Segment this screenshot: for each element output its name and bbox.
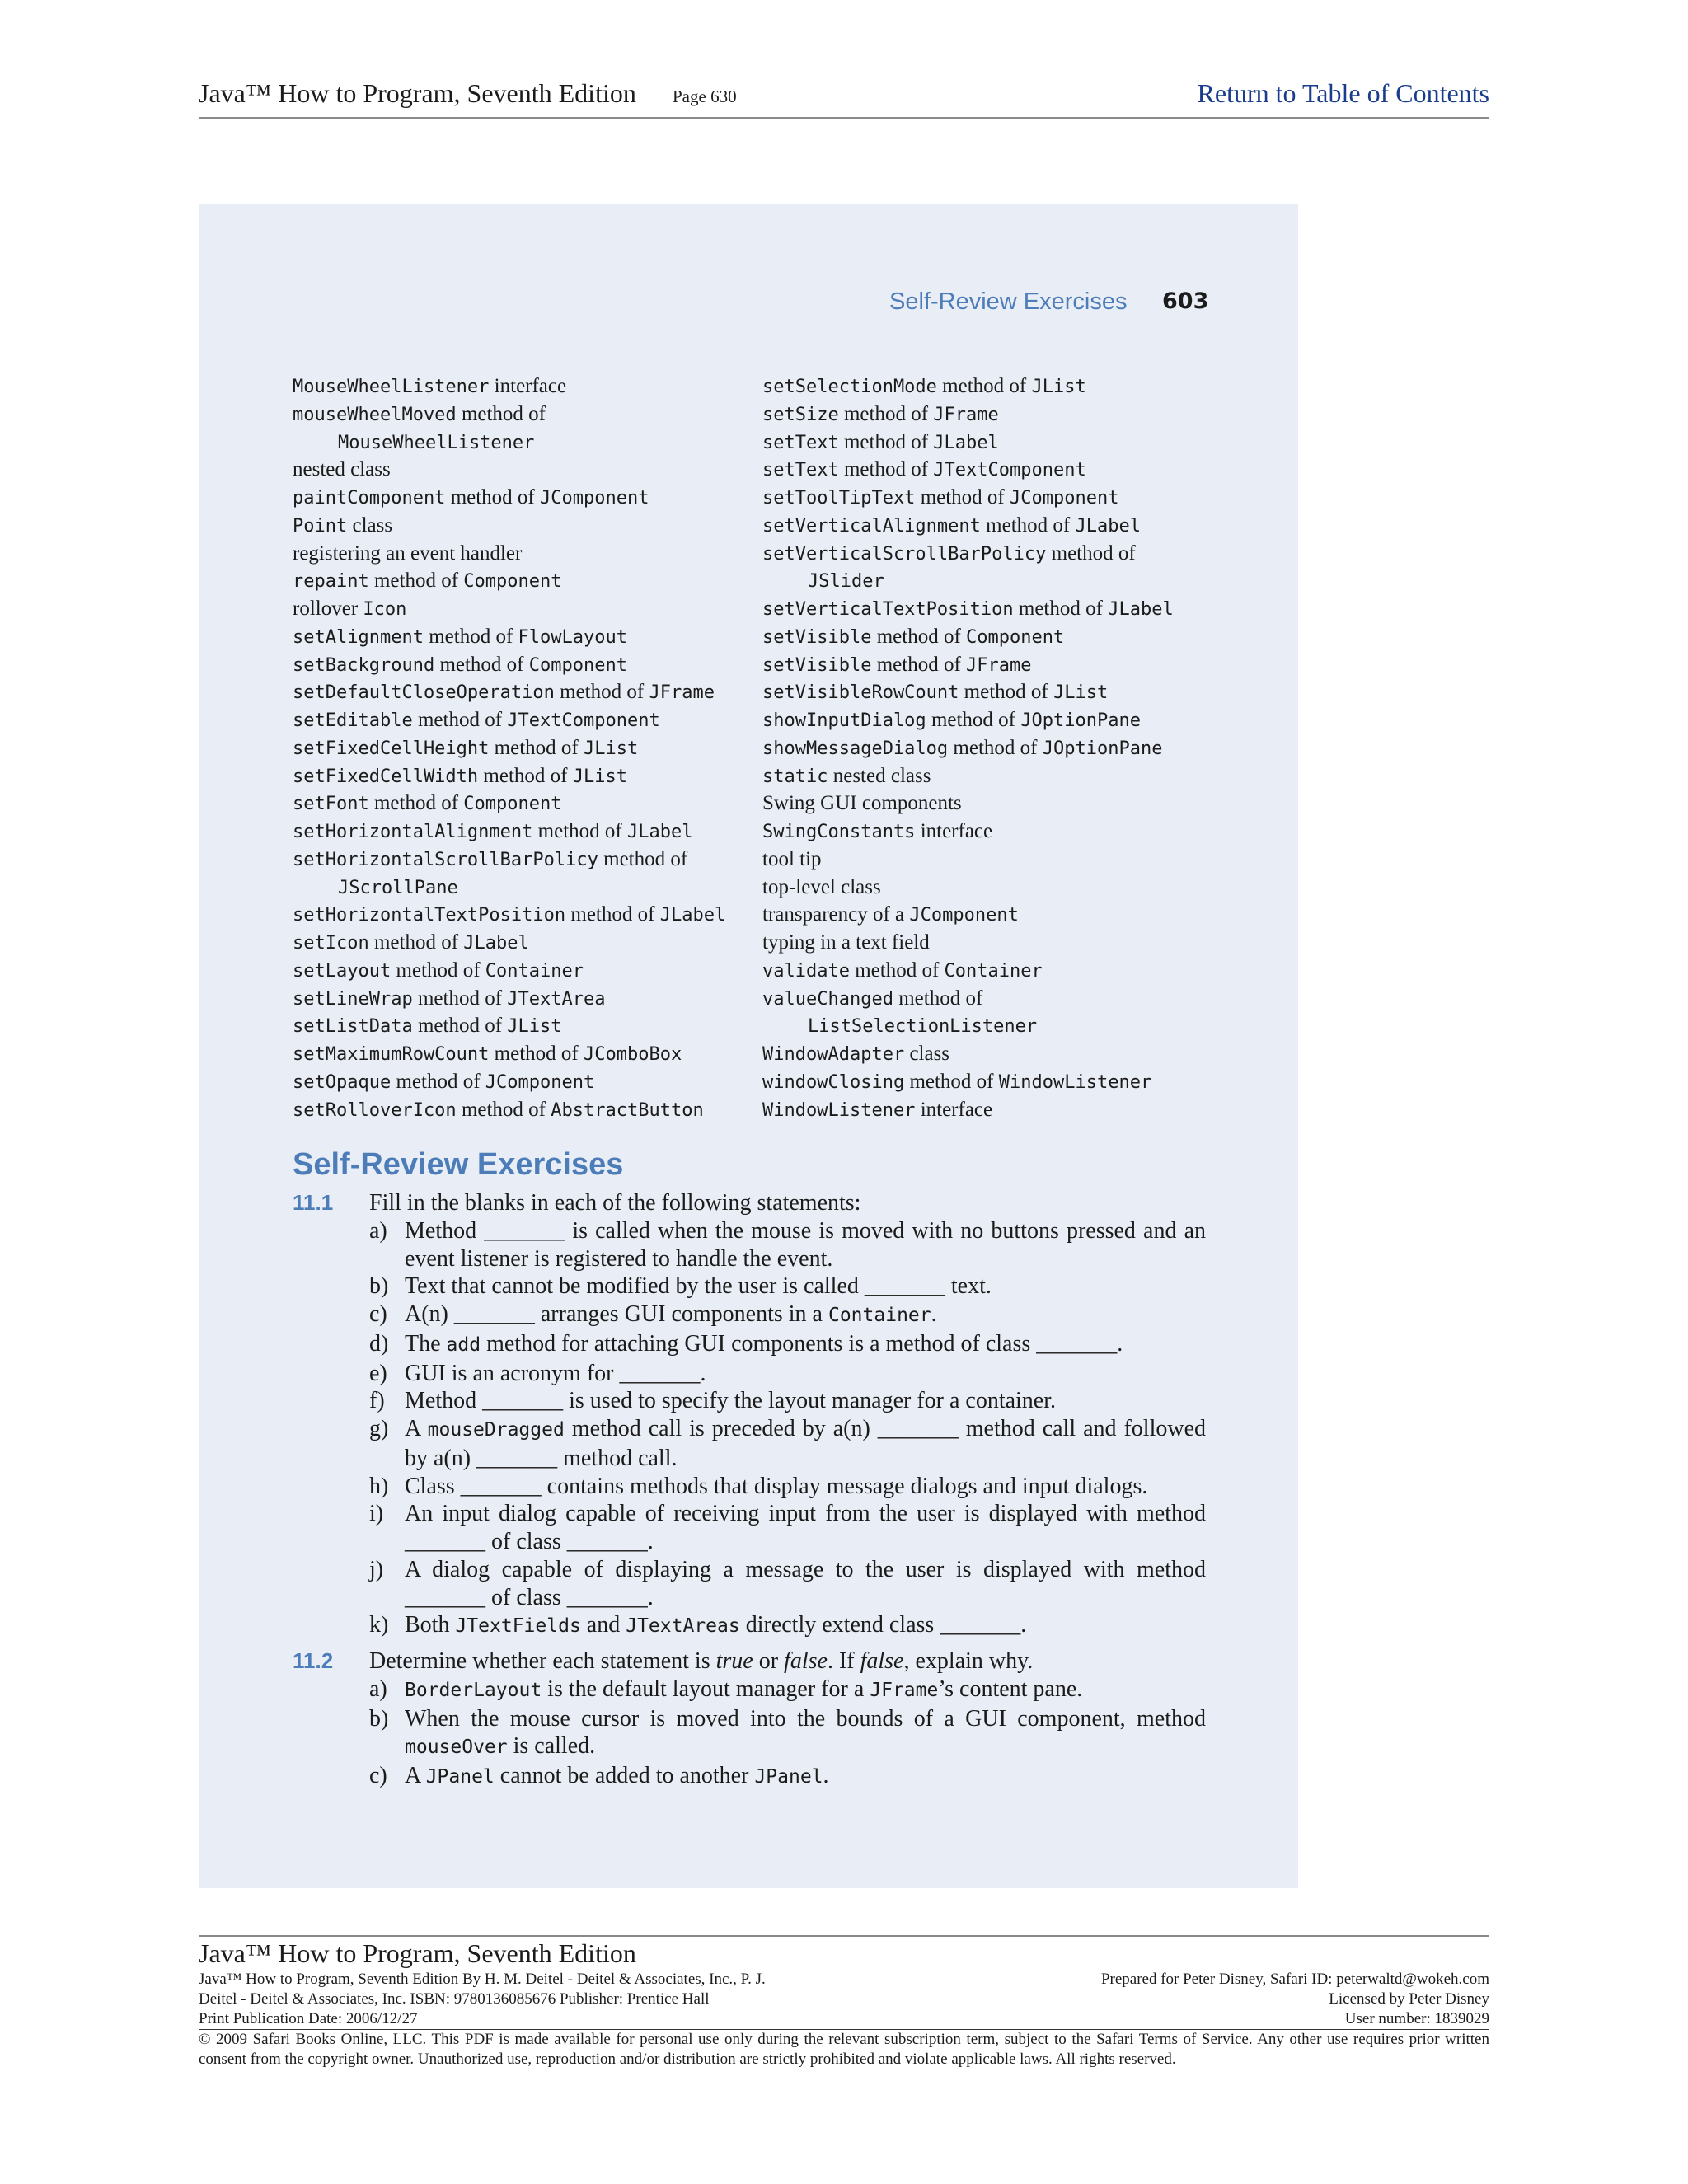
code-text: mouseOver bbox=[405, 1736, 508, 1759]
code-text: setText bbox=[762, 460, 839, 481]
exercise-number: 11.2 bbox=[293, 1648, 334, 1673]
text-span: method of bbox=[391, 958, 485, 982]
code-text: windowClosing bbox=[762, 1071, 905, 1093]
code-text: setRolloverIcon bbox=[293, 1099, 457, 1121]
term-entry bbox=[293, 512, 754, 540]
exercise-item bbox=[369, 1675, 1206, 1705]
table-of-contents-link[interactable]: Return to Table of Contents bbox=[1197, 78, 1489, 108]
exercise-item bbox=[369, 1415, 1206, 1473]
code-text: JList bbox=[572, 766, 627, 787]
term-entry bbox=[762, 957, 1257, 985]
text-span: method of bbox=[936, 375, 1032, 397]
text-span: cannot be added to another bbox=[494, 1763, 755, 1788]
term-entry bbox=[293, 651, 754, 679]
text-span: method of bbox=[926, 709, 1021, 731]
exercise-items bbox=[369, 1675, 1206, 1792]
text-span: method of bbox=[838, 402, 934, 425]
text-span: and bbox=[580, 1612, 626, 1638]
text-span: or bbox=[753, 1648, 785, 1674]
code-text: setFixedCellHeight bbox=[293, 738, 490, 759]
code-text: JLabel bbox=[933, 432, 999, 453]
term-entry bbox=[293, 985, 754, 1013]
text-span: method of bbox=[489, 1043, 584, 1065]
text-span: Class _______ contains methods that display message dialogs and input dialogs. bbox=[405, 1473, 1148, 1499]
code-text: setMaximumRowCount bbox=[293, 1044, 490, 1065]
footer-title: Java™ How to Program, Seventh Edition bbox=[199, 1938, 636, 1968]
code-text: WindowAdapter bbox=[762, 1044, 905, 1065]
text-span: method of bbox=[893, 987, 983, 1010]
code-text: Container bbox=[944, 960, 1043, 982]
item-label: j) bbox=[369, 1556, 384, 1582]
term-entry bbox=[762, 540, 1257, 568]
code-text: setHorizontalScrollBarPolicy bbox=[293, 849, 598, 870]
code-text: WindowListener bbox=[998, 1071, 1152, 1093]
code-text: JComponent bbox=[485, 1071, 595, 1093]
term-entry bbox=[293, 567, 754, 595]
text-span: method of bbox=[871, 625, 967, 648]
text-span: method of bbox=[915, 486, 1010, 509]
exercise-item bbox=[369, 1330, 1206, 1360]
code-text: JLabel bbox=[1075, 515, 1141, 537]
book-page bbox=[199, 204, 1298, 1888]
code-text: setFixedCellWidth bbox=[293, 766, 479, 787]
code-text: mouseDragged bbox=[427, 1419, 565, 1441]
code-text: JList bbox=[507, 1016, 562, 1038]
license-line: User number: 1839029 bbox=[1344, 2010, 1489, 2027]
section-heading: Self-Review Exercises bbox=[293, 1147, 624, 1182]
code-text: JTextFields bbox=[455, 1615, 581, 1638]
item-label: c) bbox=[369, 1763, 387, 1788]
text-span: rollover bbox=[293, 598, 363, 620]
item-label: h) bbox=[369, 1473, 389, 1499]
text-span: method of bbox=[948, 736, 1043, 759]
text-span: interface bbox=[915, 820, 993, 842]
code-text: JComponent bbox=[540, 488, 649, 509]
code-text: JComponent bbox=[1010, 488, 1119, 509]
exercise-item bbox=[369, 1473, 1206, 1501]
term-entry bbox=[293, 1012, 754, 1040]
term-entry bbox=[762, 456, 1257, 484]
code-text: BorderLayout bbox=[405, 1679, 542, 1701]
term-entry bbox=[762, 623, 1257, 651]
code-text: JLabel bbox=[1108, 599, 1174, 620]
term-entry bbox=[762, 567, 1257, 595]
text-span: method of bbox=[412, 987, 508, 1010]
exercise-item bbox=[369, 1611, 1206, 1641]
text-span: method of bbox=[489, 736, 584, 759]
text-span: method of bbox=[445, 486, 541, 509]
publication-line: Deitel - Deitel & Associates, Inc. ISBN: 9780136085676 Publisher: Prentice Hall bbox=[199, 1990, 710, 2008]
code-text: ListSelectionListener bbox=[808, 1016, 1038, 1038]
code-text: setToolTipText bbox=[762, 488, 916, 509]
text-span: method of bbox=[412, 709, 508, 731]
text-span: method of bbox=[838, 458, 934, 481]
text-span: Swing GUI components bbox=[762, 792, 962, 815]
term-entry bbox=[293, 901, 754, 929]
emphasis-text: true bbox=[715, 1648, 753, 1674]
exercise-item bbox=[369, 1301, 1206, 1330]
text-span: directly extend class _______. bbox=[739, 1612, 1027, 1638]
term-entry bbox=[293, 706, 754, 734]
text-span: GUI is an acronym for _______. bbox=[405, 1360, 706, 1386]
text-span: Method _______ is used to specify the layout manager for a container. bbox=[405, 1388, 1057, 1414]
text-span: . If bbox=[827, 1648, 860, 1674]
text-span: top-level class bbox=[762, 875, 881, 898]
exercise-item bbox=[369, 1556, 1206, 1612]
item-label: k) bbox=[369, 1612, 389, 1638]
item-label: b) bbox=[369, 1705, 389, 1732]
text-span: method of bbox=[980, 513, 1076, 537]
emphasis-text: false bbox=[784, 1648, 828, 1674]
term-entry bbox=[762, 1040, 1257, 1068]
term-entry bbox=[293, 846, 754, 874]
exercise-item bbox=[369, 1272, 1206, 1301]
item-label: f) bbox=[369, 1388, 385, 1414]
text-span: is called. bbox=[507, 1733, 596, 1760]
code-text: setText bbox=[762, 432, 839, 453]
term-entry bbox=[762, 901, 1257, 929]
text-span: When the mouse cursor is moved into the bounds of a GUI component, method bbox=[405, 1705, 1206, 1732]
exercise-intro bbox=[369, 1189, 860, 1217]
code-text: Container bbox=[485, 960, 584, 982]
code-text: setFont bbox=[293, 794, 369, 815]
term-entry bbox=[762, 1096, 1257, 1124]
code-text: setVisible bbox=[762, 626, 872, 648]
text-span: method of bbox=[456, 1098, 551, 1121]
code-text: JFrame bbox=[870, 1679, 939, 1701]
text-span: method of bbox=[532, 820, 627, 842]
term-entry bbox=[762, 818, 1257, 846]
code-text: JTextComponent bbox=[933, 460, 1086, 481]
term-entry bbox=[293, 762, 754, 790]
text-span: ’s content pane. bbox=[938, 1675, 1083, 1702]
publication-line: Java™ How to Program, Seventh Edition By H. M. Deitel - Deitel & Associates, Inc., P. J. bbox=[199, 1971, 766, 1988]
code-text: setVisible bbox=[762, 654, 872, 676]
text-span: method of bbox=[1013, 598, 1109, 620]
code-text: JOptionPane bbox=[1042, 738, 1163, 759]
publication-line: Print Publication Date: 2006/12/27 bbox=[199, 2010, 418, 2027]
term-entry bbox=[293, 818, 754, 846]
license-line: Licensed by Peter Disney bbox=[1329, 1990, 1489, 2008]
text-span: class bbox=[904, 1043, 950, 1065]
item-label: i) bbox=[369, 1501, 384, 1527]
exercise-item bbox=[369, 1360, 1206, 1388]
text-span: Both bbox=[405, 1612, 456, 1638]
page-footer bbox=[199, 1935, 1489, 2069]
term-entry bbox=[762, 678, 1257, 706]
code-text: setLineWrap bbox=[293, 988, 413, 1010]
code-text: JComboBox bbox=[584, 1044, 682, 1065]
code-text: JScrollPane bbox=[338, 877, 458, 898]
text-span: , explain why. bbox=[903, 1648, 1034, 1674]
text-span: method of bbox=[1046, 541, 1136, 565]
text-span: method of bbox=[391, 1070, 485, 1093]
code-text: JList bbox=[584, 738, 639, 759]
term-entry bbox=[293, 401, 754, 429]
code-text: validate bbox=[762, 960, 850, 982]
text-span: Text that cannot be modified by the user is called _______ text. bbox=[405, 1273, 992, 1300]
term-entry bbox=[762, 429, 1257, 457]
exercise-item bbox=[369, 1762, 1206, 1792]
code-text: setHorizontalTextPosition bbox=[293, 905, 566, 926]
code-text: JLabel bbox=[463, 933, 529, 954]
text-span: method of bbox=[368, 792, 464, 815]
code-text: setVerticalScrollBarPolicy bbox=[762, 543, 1047, 565]
item-label: b) bbox=[369, 1273, 389, 1300]
term-entry bbox=[762, 762, 1257, 790]
code-text: JTextArea bbox=[507, 988, 606, 1010]
exercise-items bbox=[369, 1217, 1206, 1641]
term-entry bbox=[293, 678, 754, 706]
code-text: add bbox=[446, 1333, 481, 1356]
code-text: MouseWheelListener bbox=[338, 432, 535, 453]
text-span: method of bbox=[423, 625, 518, 648]
text-span: method of bbox=[838, 430, 934, 453]
term-entry bbox=[762, 790, 1257, 818]
term-entry bbox=[293, 373, 754, 401]
code-text: WindowListener bbox=[762, 1099, 916, 1121]
code-text: setBackground bbox=[293, 654, 435, 676]
running-head: Self-Review Exercises bbox=[889, 288, 1128, 315]
text-span: An input dialog capable of receiving input from the user is displayed with method _______ of class _______. bbox=[405, 1501, 1206, 1554]
text-span: method call is preceded by a(n) _______ method call and followed by a(n) _______ method call. bbox=[405, 1416, 1207, 1471]
text-span: method of bbox=[904, 1070, 999, 1093]
code-text: setOpaque bbox=[293, 1071, 392, 1093]
text-span: method of bbox=[565, 903, 660, 926]
code-text: JList bbox=[1053, 682, 1109, 704]
code-text: setVisibleRowCount bbox=[762, 682, 959, 704]
text-span: The bbox=[405, 1330, 447, 1357]
term-entry bbox=[762, 651, 1257, 679]
text-span: method of bbox=[554, 681, 649, 704]
page-reference: Page 630 bbox=[673, 87, 737, 106]
exercise-item bbox=[369, 1500, 1206, 1556]
code-text: JLabel bbox=[659, 905, 726, 926]
term-entry bbox=[762, 512, 1257, 540]
exercise-number: 11.1 bbox=[293, 1190, 334, 1215]
text-span: nested class bbox=[293, 458, 391, 481]
term-entry bbox=[762, 874, 1257, 902]
text-span: method of bbox=[456, 402, 546, 425]
copyright-notice: © 2009 Safari Books Online, LLC. This PDF is made available for personal use only during the relevant subscription term, subject to the Safari Terms of Service. Any other use requires prior written consent from the copyright owner. Unauthorized use, reproduction and/or distribution are strictly prohibited and violate applicable laws. All rights reserved. bbox=[199, 2031, 1489, 2068]
term-entry bbox=[762, 734, 1257, 762]
text-span: method of bbox=[368, 569, 464, 593]
text-span: nested class bbox=[828, 764, 931, 787]
code-text: setIcon bbox=[293, 933, 369, 954]
term-entry bbox=[762, 1068, 1257, 1096]
code-text: Container bbox=[828, 1305, 931, 1326]
item-label: e) bbox=[369, 1360, 387, 1386]
code-text: JLabel bbox=[626, 822, 693, 842]
term-entry bbox=[293, 734, 754, 762]
text-span: method of bbox=[478, 764, 573, 787]
text-span: tool tip bbox=[762, 847, 822, 870]
text-span: method for attaching GUI components is a method of class _______. bbox=[481, 1330, 1123, 1357]
term-entry bbox=[762, 706, 1257, 734]
text-span: method of bbox=[434, 653, 529, 676]
text-span: is the default layout manager for a bbox=[542, 1675, 870, 1702]
exercise-intro bbox=[369, 1647, 1033, 1675]
term-entry bbox=[293, 595, 754, 623]
footer-metadata bbox=[199, 1970, 1489, 2029]
license-line: Prepared for Peter Disney, Safari ID: peterwaltd@wokeh.com bbox=[1100, 1971, 1489, 1988]
term-entry bbox=[293, 1040, 754, 1068]
item-label: c) bbox=[369, 1301, 387, 1327]
code-text: setSelectionMode bbox=[762, 377, 937, 397]
code-text: JFrame bbox=[966, 654, 1032, 676]
term-entry bbox=[293, 874, 754, 902]
item-label: a) bbox=[369, 1217, 387, 1244]
code-text: FlowLayout bbox=[518, 626, 627, 648]
term-entry bbox=[762, 595, 1257, 623]
text-span: Determine whether each statement is bbox=[369, 1648, 716, 1674]
code-text: paintComponent bbox=[293, 488, 446, 509]
page-number: 603 bbox=[1162, 288, 1209, 314]
text-span: method of bbox=[849, 958, 945, 982]
text-span: method of bbox=[959, 681, 1053, 704]
terminology-column-right bbox=[762, 373, 1257, 1123]
code-text: setVerticalAlignment bbox=[762, 515, 981, 537]
term-entry bbox=[762, 484, 1257, 512]
publication-info bbox=[199, 1970, 766, 2029]
item-label: a) bbox=[369, 1675, 387, 1702]
code-text: JTextAreas bbox=[626, 1615, 740, 1638]
code-text: setSize bbox=[762, 404, 839, 425]
code-text: setAlignment bbox=[293, 626, 424, 648]
code-text: mouseWheelMoved bbox=[293, 404, 457, 425]
term-entry bbox=[293, 484, 754, 512]
code-text: Point bbox=[293, 515, 348, 537]
text-span: class bbox=[347, 513, 393, 537]
text-span: typing in a text field bbox=[762, 931, 930, 954]
code-text: showInputDialog bbox=[762, 710, 926, 731]
code-text: SwingConstants bbox=[762, 822, 916, 842]
term-entry bbox=[293, 623, 754, 651]
code-text: valueChanged bbox=[762, 988, 893, 1010]
code-text: setVerticalTextPosition bbox=[762, 599, 1014, 620]
code-text: setEditable bbox=[293, 710, 413, 731]
code-text: JSlider bbox=[808, 571, 884, 593]
term-entry bbox=[293, 790, 754, 818]
text-span: method of bbox=[871, 653, 967, 676]
text-span: interface bbox=[915, 1098, 993, 1121]
code-text: Icon bbox=[363, 599, 407, 620]
code-text: setDefaultCloseOperation bbox=[293, 682, 555, 704]
code-text: AbstractButton bbox=[551, 1099, 704, 1121]
text-span: A(n) _______ arranges GUI components in a bbox=[405, 1301, 828, 1327]
text-span: registering an event handler bbox=[293, 541, 523, 565]
text-span: interface bbox=[489, 375, 567, 397]
text-span: Method _______ is called when the mouse is moved with no buttons pressed and an event listener is registered to handle the event. bbox=[405, 1217, 1206, 1272]
term-entry bbox=[293, 1068, 754, 1096]
terminology-column-left bbox=[293, 373, 754, 1123]
code-text: JComponent bbox=[909, 905, 1019, 926]
code-text: showMessageDialog bbox=[762, 738, 949, 759]
text-span: method of bbox=[368, 931, 464, 954]
term-entry bbox=[293, 929, 754, 957]
license-info bbox=[1101, 1970, 1489, 2029]
page-header bbox=[199, 78, 1489, 119]
term-entry bbox=[762, 373, 1257, 401]
term-entry bbox=[293, 456, 754, 484]
term-entry bbox=[293, 957, 754, 985]
code-text: Component bbox=[966, 626, 1065, 648]
code-text: Component bbox=[528, 654, 627, 676]
code-text: JFrame bbox=[933, 404, 999, 425]
book-title: Java™ How to Program, Seventh Edition bbox=[199, 78, 636, 108]
item-label: g) bbox=[369, 1416, 389, 1441]
code-text: static bbox=[762, 766, 828, 787]
term-entry bbox=[762, 929, 1257, 957]
emphasis-text: false bbox=[860, 1648, 904, 1674]
term-entry bbox=[762, 846, 1257, 874]
code-text: JPanel bbox=[425, 1766, 495, 1788]
text-span: method of bbox=[598, 847, 688, 870]
term-entry bbox=[293, 540, 754, 568]
code-text: setLayout bbox=[293, 960, 392, 982]
code-text: setHorizontalAlignment bbox=[293, 822, 533, 842]
text-span: . bbox=[931, 1301, 937, 1327]
item-label: d) bbox=[369, 1330, 389, 1357]
text-span: A bbox=[405, 1416, 428, 1441]
exercise-item bbox=[369, 1217, 1206, 1273]
term-entry bbox=[762, 985, 1257, 1013]
exercise-item bbox=[369, 1705, 1206, 1763]
code-text: JPanel bbox=[754, 1766, 823, 1788]
code-text: Component bbox=[463, 794, 562, 815]
term-entry bbox=[762, 401, 1257, 429]
term-entry bbox=[762, 1012, 1257, 1040]
term-entry bbox=[293, 429, 754, 457]
code-text: Component bbox=[463, 571, 562, 593]
text-span: . bbox=[823, 1763, 829, 1788]
code-text: JList bbox=[1031, 377, 1086, 397]
text-span: A dialog capable of displaying a message to the user is displayed with method _______ of class _______. bbox=[405, 1556, 1206, 1610]
code-text: repaint bbox=[293, 571, 369, 593]
code-text: setListData bbox=[293, 1016, 413, 1038]
text-span: method of bbox=[412, 1015, 508, 1038]
exercise-item bbox=[369, 1387, 1206, 1415]
code-text: JFrame bbox=[649, 682, 715, 704]
text-span: Fill in the blanks in each of the following statements: bbox=[369, 1190, 861, 1216]
code-text: MouseWheelListener bbox=[293, 377, 490, 397]
text-span: transparency of a bbox=[762, 903, 910, 926]
code-text: JOptionPane bbox=[1020, 710, 1141, 731]
term-entry bbox=[293, 1096, 754, 1124]
code-text: JTextComponent bbox=[507, 710, 660, 731]
text-span: A bbox=[405, 1763, 426, 1788]
